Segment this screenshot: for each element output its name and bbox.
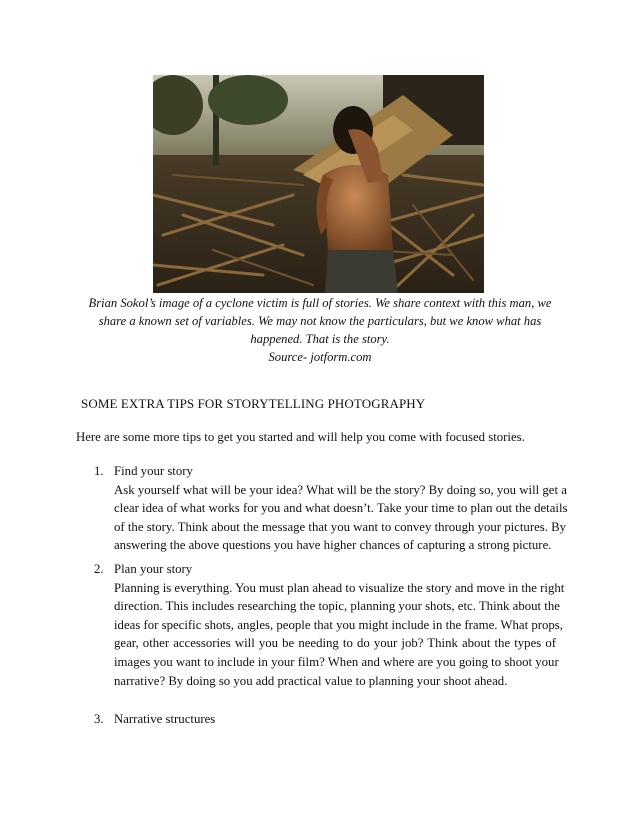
intro-paragraph: Here are some more tips to get you started and will help you come with focused stories. [76, 430, 525, 444]
body-line: gear, other accessories will you be needing to do your job? Think about the types of [114, 636, 556, 651]
section-heading: SOME EXTRA TIPS FOR STORYTELLING PHOTOGRAPHY [81, 396, 426, 411]
list-item-title: Narrative structures [114, 712, 216, 726]
caption-line: share a known set of variables. We may not know the particulars, but we know what has [98, 314, 542, 328]
body-line: direction. This includes researching the topic, planning your shots, etc. Think about the [114, 599, 560, 614]
body-line: images you want to include in your film? When and where are you going to shoot your [114, 654, 559, 669]
caption-line: Brian Sokol’s image of a cyclone victim is full of stories. We share context with this man, we [88, 296, 552, 310]
body-line: Ask yourself what will be your idea? What will be the story? By doing so, you will get a [114, 482, 567, 497]
list-number: 1. [94, 464, 104, 478]
caption-source: Source- jotform.com [268, 350, 372, 364]
caption-line: happened. That is the story. [250, 332, 390, 346]
body-line: ideas for specific shots, angles, people that you might include in the frame. What props, [114, 617, 563, 632]
list-number: 3. [94, 712, 104, 726]
list-item-title: Plan your story [114, 562, 193, 576]
list-item-body [114, 579, 565, 691]
body-line: Planning is everything. You must plan ahead to visualize the story and move in the right [114, 580, 565, 595]
body-line: of the story. Think about the message that you want to convey through your pictures. By [114, 519, 567, 534]
body-line: narrative? By doing so you add practical value to planning your shoot ahead. [114, 673, 508, 688]
cyclone-victim-photo [153, 75, 484, 293]
photo-caption [70, 294, 570, 366]
body-line: answering the above questions you have higher chances of capturing a strong picture. [114, 538, 552, 553]
list-number: 2. [94, 562, 104, 576]
list-item-title: Find your story [114, 464, 193, 478]
list-item-body [114, 481, 568, 555]
body-line: clear idea of what works for you and what doesn’t. Take your time to plan out the details [114, 501, 568, 516]
